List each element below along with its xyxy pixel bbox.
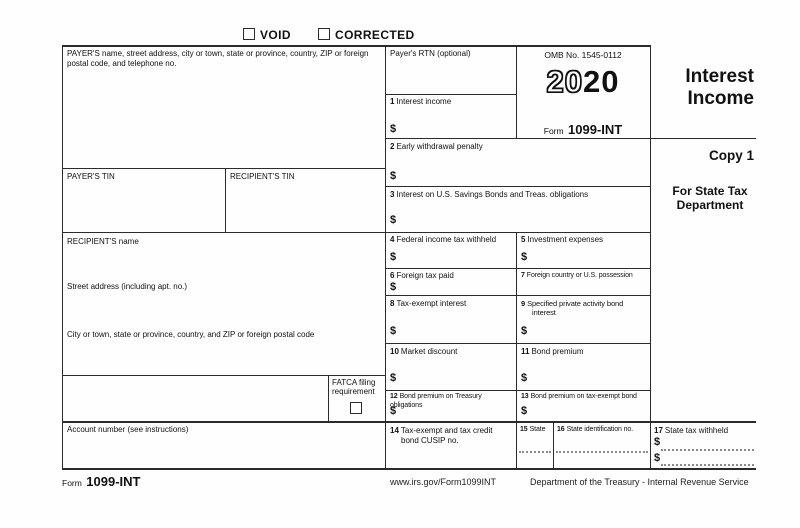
box13-label: Bond premium on tax-exempt bond: [530, 393, 637, 400]
account-number-label: Account number (see instructions): [67, 425, 189, 434]
box17-dotted-line-1: [661, 449, 754, 451]
account-number-box[interactable]: [63, 422, 384, 467]
box9-label: Specified private activity bond interest: [527, 299, 624, 317]
box14-cusip[interactable]: [386, 423, 515, 467]
form-title-line2: Income: [687, 88, 754, 109]
footer-form-number-block: [62, 473, 141, 491]
box17-state-tax-withheld[interactable]: [651, 423, 756, 467]
box5-dollar-sign: $: [521, 251, 528, 263]
fatca-checkbox[interactable]: [350, 402, 362, 414]
form-word: Form: [543, 126, 564, 136]
box15-label: State: [529, 426, 546, 433]
box16-label: State identification no.: [566, 426, 634, 433]
box10-label: Market discount: [400, 347, 458, 356]
box4-number: 4: [390, 235, 395, 244]
year-bold-part: 20: [583, 64, 620, 99]
fatca-box: [329, 376, 384, 420]
box10-number: 10: [390, 347, 399, 356]
box5-number: 5: [521, 235, 526, 244]
box6-foreign-tax[interactable]: [386, 269, 515, 294]
box13-dollar-sign: $: [521, 405, 528, 417]
box4-federal-tax[interactable]: [386, 233, 515, 267]
box9-dollar-sign: $: [521, 325, 528, 337]
box8-dollar-sign: $: [390, 325, 397, 337]
box17-dotted-line-2: [661, 464, 754, 466]
payer-tin-label: PAYER'S TIN: [67, 172, 115, 181]
fatca-label-line1: FATCA filing: [332, 378, 376, 387]
box10-market-discount[interactable]: [386, 344, 515, 389]
box6-label: Foreign tax paid: [396, 271, 454, 280]
box3-number: 3: [390, 190, 395, 199]
box8-tax-exempt-interest[interactable]: [386, 296, 515, 342]
box12-dollar-sign: $: [390, 405, 397, 417]
box3-dollar-sign: $: [390, 214, 397, 226]
box17-dollar-sign-1: $: [654, 436, 661, 448]
box7-number: 7: [521, 272, 525, 279]
box17-dollar-sign-2: $: [654, 452, 661, 464]
payer-info-label: PAYER'S name, street address, city or town, state or province, country, ZIP or foreign postal code, and telephone no.: [67, 49, 369, 68]
box17-number: 17: [654, 426, 663, 435]
copy-recipient-line2: Department: [676, 197, 744, 212]
copy-recipient-line1: For State Tax: [672, 184, 748, 198]
box3-savings-bonds[interactable]: [386, 187, 649, 232]
box6-number: 6: [390, 271, 395, 280]
box12-number: 12: [390, 393, 398, 400]
box2-number: 2: [390, 142, 395, 151]
recipient-tin-box[interactable]: [226, 169, 384, 231]
form-number: 1099-INT: [568, 122, 623, 137]
street-address-label: Street address (including apt. no.): [67, 282, 188, 291]
recipient-name-label: RECIPIENT'S name: [67, 237, 139, 246]
box17-label: State tax withheld: [664, 426, 729, 435]
box9-private-activity-bond[interactable]: [517, 296, 649, 342]
box12-premium-treasury[interactable]: [386, 391, 515, 420]
payer-tin-box[interactable]: [63, 169, 224, 231]
box15-dotted-line: [519, 451, 551, 453]
form-title-line1: Interest: [685, 66, 754, 87]
box14-label: Tax-exempt and tax credit bond CUSIP no.: [400, 426, 493, 445]
box3-label: Interest on U.S. Savings Bonds and Treas. obligations: [396, 190, 589, 199]
recipient-block[interactable]: [63, 233, 384, 374]
box8-label: Tax-exempt interest: [396, 299, 467, 308]
box4-label: Federal income tax withheld: [396, 235, 497, 244]
box7-label: Foreign country or U.S. possession: [526, 272, 633, 279]
form-number-block: [516, 121, 650, 139]
box1-interest-income[interactable]: [386, 95, 515, 138]
box2-label: Early withdrawal penalty: [396, 142, 483, 151]
corrected-label: CORRECTED: [335, 28, 415, 42]
box4-dollar-sign: $: [390, 251, 397, 263]
box15-state[interactable]: [517, 423, 552, 467]
box1-number: 1: [390, 97, 395, 106]
box5-investment-expenses[interactable]: [517, 233, 649, 267]
box13-number: 13: [521, 393, 529, 400]
void-label: VOID: [260, 28, 291, 42]
corrected-checkbox[interactable]: [318, 28, 330, 40]
box1-label: Interest income: [396, 97, 452, 106]
omb-number: OMB No. 1545-0112: [544, 50, 622, 60]
payer-rtn-label: Payer's RTN (optional): [390, 49, 471, 58]
box11-number: 11: [521, 347, 530, 356]
box11-dollar-sign: $: [521, 372, 528, 384]
footer-form-number: 1099-INT: [86, 474, 141, 489]
footer-url: www.irs.gov/Form1099INT: [390, 477, 497, 487]
payer-rtn-box[interactable]: [386, 46, 515, 93]
box16-dotted-line: [556, 451, 648, 453]
footer-form-word: Form: [62, 478, 82, 488]
box11-label: Bond premium: [531, 347, 584, 356]
box10-dollar-sign: $: [390, 372, 397, 384]
box2-dollar-sign: $: [390, 170, 397, 182]
copy-recipient: [664, 185, 756, 212]
recipient-tin-label: RECIPIENT'S TIN: [230, 172, 295, 181]
box7-foreign-country[interactable]: [517, 269, 649, 294]
form-title: [600, 66, 754, 110]
footer-department: Department of the Treasury - Internal Revenue Service: [530, 477, 749, 487]
box13-premium-tax-exempt[interactable]: [517, 391, 649, 420]
box14-number: 14: [390, 426, 399, 435]
year-outline-part: 20: [546, 64, 583, 99]
box15-number: 15: [520, 426, 528, 433]
divider-bottom: [62, 468, 756, 470]
box5-label: Investment expenses: [527, 235, 604, 244]
box8-number: 8: [390, 299, 395, 308]
box9-number: 9: [521, 299, 526, 308]
box6-dollar-sign: $: [390, 281, 397, 293]
box16-state-id[interactable]: [554, 423, 649, 467]
box12-label: Bond premium on Treasury obligations: [390, 393, 482, 409]
city-label: City or town, state or province, country, and ZIP or foreign postal code: [67, 330, 315, 339]
box11-bond-premium[interactable]: [517, 344, 649, 389]
copy-designation: Copy 1: [708, 148, 754, 163]
box16-number: 16: [557, 426, 565, 433]
box1-dollar-sign: $: [390, 123, 397, 135]
payer-info-box[interactable]: [63, 47, 384, 167]
void-checkbox[interactable]: [243, 28, 255, 40]
fatca-label-line2: requirement: [332, 387, 375, 396]
